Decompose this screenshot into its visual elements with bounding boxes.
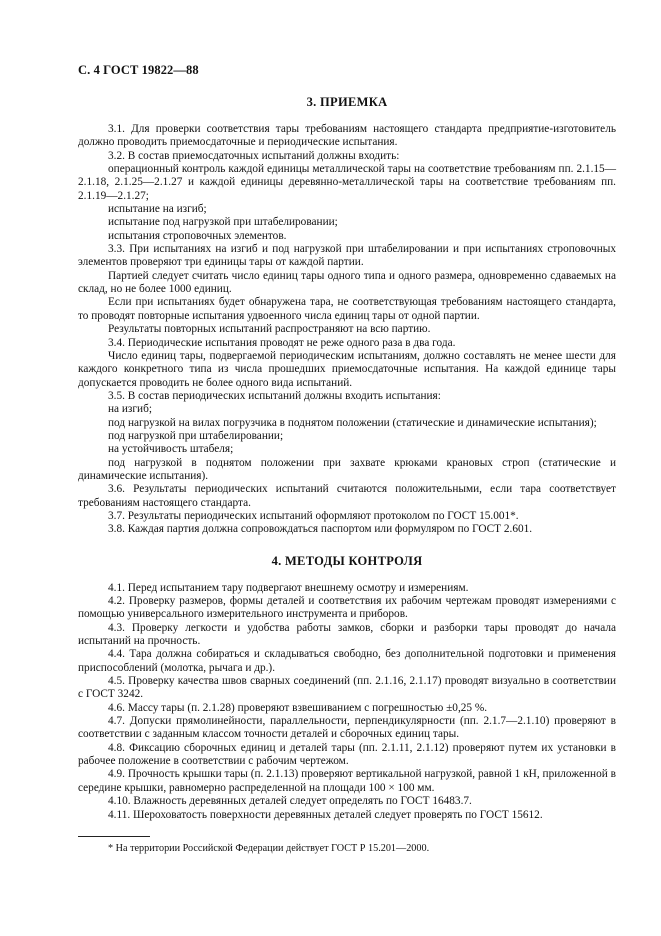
running-head: С. 4 ГОСТ 19822—88: [78, 63, 199, 77]
paragraph: 4.8. Фиксацию сборочных единиц и деталей тары (пп. 2.1.11, 2.1.12) проверяют путем их установки в рабочее положение в соответствии с рабочим чертежом.: [78, 741, 616, 768]
paragraph: Партией следует считать число единиц тары одного типа и одного размера, одновременно сдаваемых на склад, но не более 1000 единиц.: [78, 269, 616, 296]
paragraph: 4.9. Прочность крышки тары (п. 2.1.13) проверяют вертикальной нагрузкой, равной 1 кН, приложенной в середине крышки, равномерно распределенной на площади 100 × 100 мм.: [78, 768, 616, 794]
section-4-body: [78, 582, 616, 822]
paragraph: Число единиц тары, подвергаемой периодическим испытаниям, должно составлять не менее шести для каждого конкретного типа из числа прошедших приемосдаточные испытания. На каждой единице тары допускается проводить не более одного вида испытаний.: [78, 349, 616, 389]
paragraph: 3.4. Периодические испытания проводят не реже одного раза в два года.: [108, 336, 456, 349]
paragraph: 4.10. Влажность деревянных деталей следует определять по ГОСТ 16483.7.: [108, 795, 472, 808]
section-3-body: [78, 123, 616, 537]
paragraph: 4.1. Перед испытанием тару подвергают внешнему осмотру и измерениям.: [108, 581, 469, 594]
paragraph: 4.11. Шероховатость поверхности деревянных деталей следует проверять по ГОСТ 15612.: [108, 808, 543, 821]
paragraph: 4.7. Допуски прямолинейности, параллельности, перпендикулярности (пп. 2.1.7—2.1.10) проверяют в соответствии с заданным классом точности деталей и сборочных единиц тары.: [78, 715, 616, 741]
paragraph: 3.7. Результаты периодических испытаний оформляют протоколом по ГОСТ 15.001*.: [108, 509, 519, 522]
paragraph: испытание на изгиб;: [108, 203, 207, 216]
paragraph: 4.5. Проверку качества швов сварных соединений (пп. 2.1.16, 2.1.17) проводят визуально в соответствии с ГОСТ 3242.: [78, 675, 616, 701]
paragraph: 4.3. Проверку легкости и удобства работы замков, сборки и разборки тары проводят до начала испытаний на прочность.: [78, 621, 616, 648]
paragraph: 3.3. При испытаниях на изгиб и под нагрузкой при штабелировании и при испытаниях строповочных элементов проверяют три единицы тары от каждой партии.: [78, 243, 616, 269]
paragraph: 4.2. Проверку размеров, формы деталей и соответствия их рабочим чертежам проводят измерениями с помощью универсального измерительного инструмента и приборов.: [78, 595, 616, 621]
paragraph: под нагрузкой в поднятом положении при захвате крюками крановых строп (статические и динамические испытания).: [78, 456, 616, 482]
paragraph: под нагрузкой при штабелировании;: [108, 429, 284, 442]
paragraph: 3.6. Результаты периодических испытаний считаются положительными, если тара соответствует требованиям настоящего стандарта.: [78, 483, 616, 509]
paragraph: Результаты повторных испытаний распространяют на всю партию.: [108, 323, 431, 336]
paragraph: на изгиб;: [108, 403, 152, 416]
paragraph: под нагрузкой на вилах погрузчика в поднятом положении (статические и динамические испытания);: [108, 416, 597, 429]
section-4-title: 4. МЕТОДЫ КОНТРОЛЯ: [271, 553, 423, 568]
paragraph: 3.1. Для проверки соответствия тары требованиям настоящего стандарта предприятие-изготовитель должно проводить приемосдаточные и периодические испытания.: [78, 123, 616, 149]
paragraph: операционный контроль каждой единицы металлической тары на соответствие требованиям пп. 2.1.15—2.1.18, 2.1.25—2.1.27 и каждой единицы деревянно-металлической тары на соответствие требованиям пп. 2.1.19—2.1.27;: [78, 163, 616, 202]
paragraph: 4.4. Тара должна собираться и складываться свободно, без дополнительной подготовки и применения приспособлений (молотка, рычага и др.).: [78, 648, 616, 674]
paragraph: Если при испытаниях будет обнаружена тара, не соответствующая требованиям настоящего стандарта, то проводят повторные испытания удвоенного числа единиц тары от одной партии.: [78, 296, 616, 322]
page-content: [78, 94, 616, 855]
paragraph: 3.8. Каждая партия должна сопровождаться паспортом или формуляром по ГОСТ 2.601.: [108, 523, 533, 536]
paragraph: испытания строповочных элементов.: [108, 229, 287, 242]
paragraph: испытание под нагрузкой при штабелировании;: [108, 216, 338, 229]
paragraph: 4.6. Массу тары (п. 2.1.28) проверяют взвешиванием с погрешностью ±0,25 %.: [108, 701, 488, 714]
paragraph: на устойчивость штабеля;: [108, 443, 234, 456]
section-3-title: 3. ПРИЕМКА: [306, 95, 388, 109]
paragraph: 3.2. В состав приемосдаточных испытаний должны входить:: [108, 149, 400, 162]
paragraph: 3.5. В состав периодических испытаний должны входить испытания:: [108, 389, 441, 402]
footnote: * На территории Российской Федерации действует ГОСТ Р 15.201—2000.: [108, 842, 430, 854]
footnote-divider: [78, 836, 150, 837]
